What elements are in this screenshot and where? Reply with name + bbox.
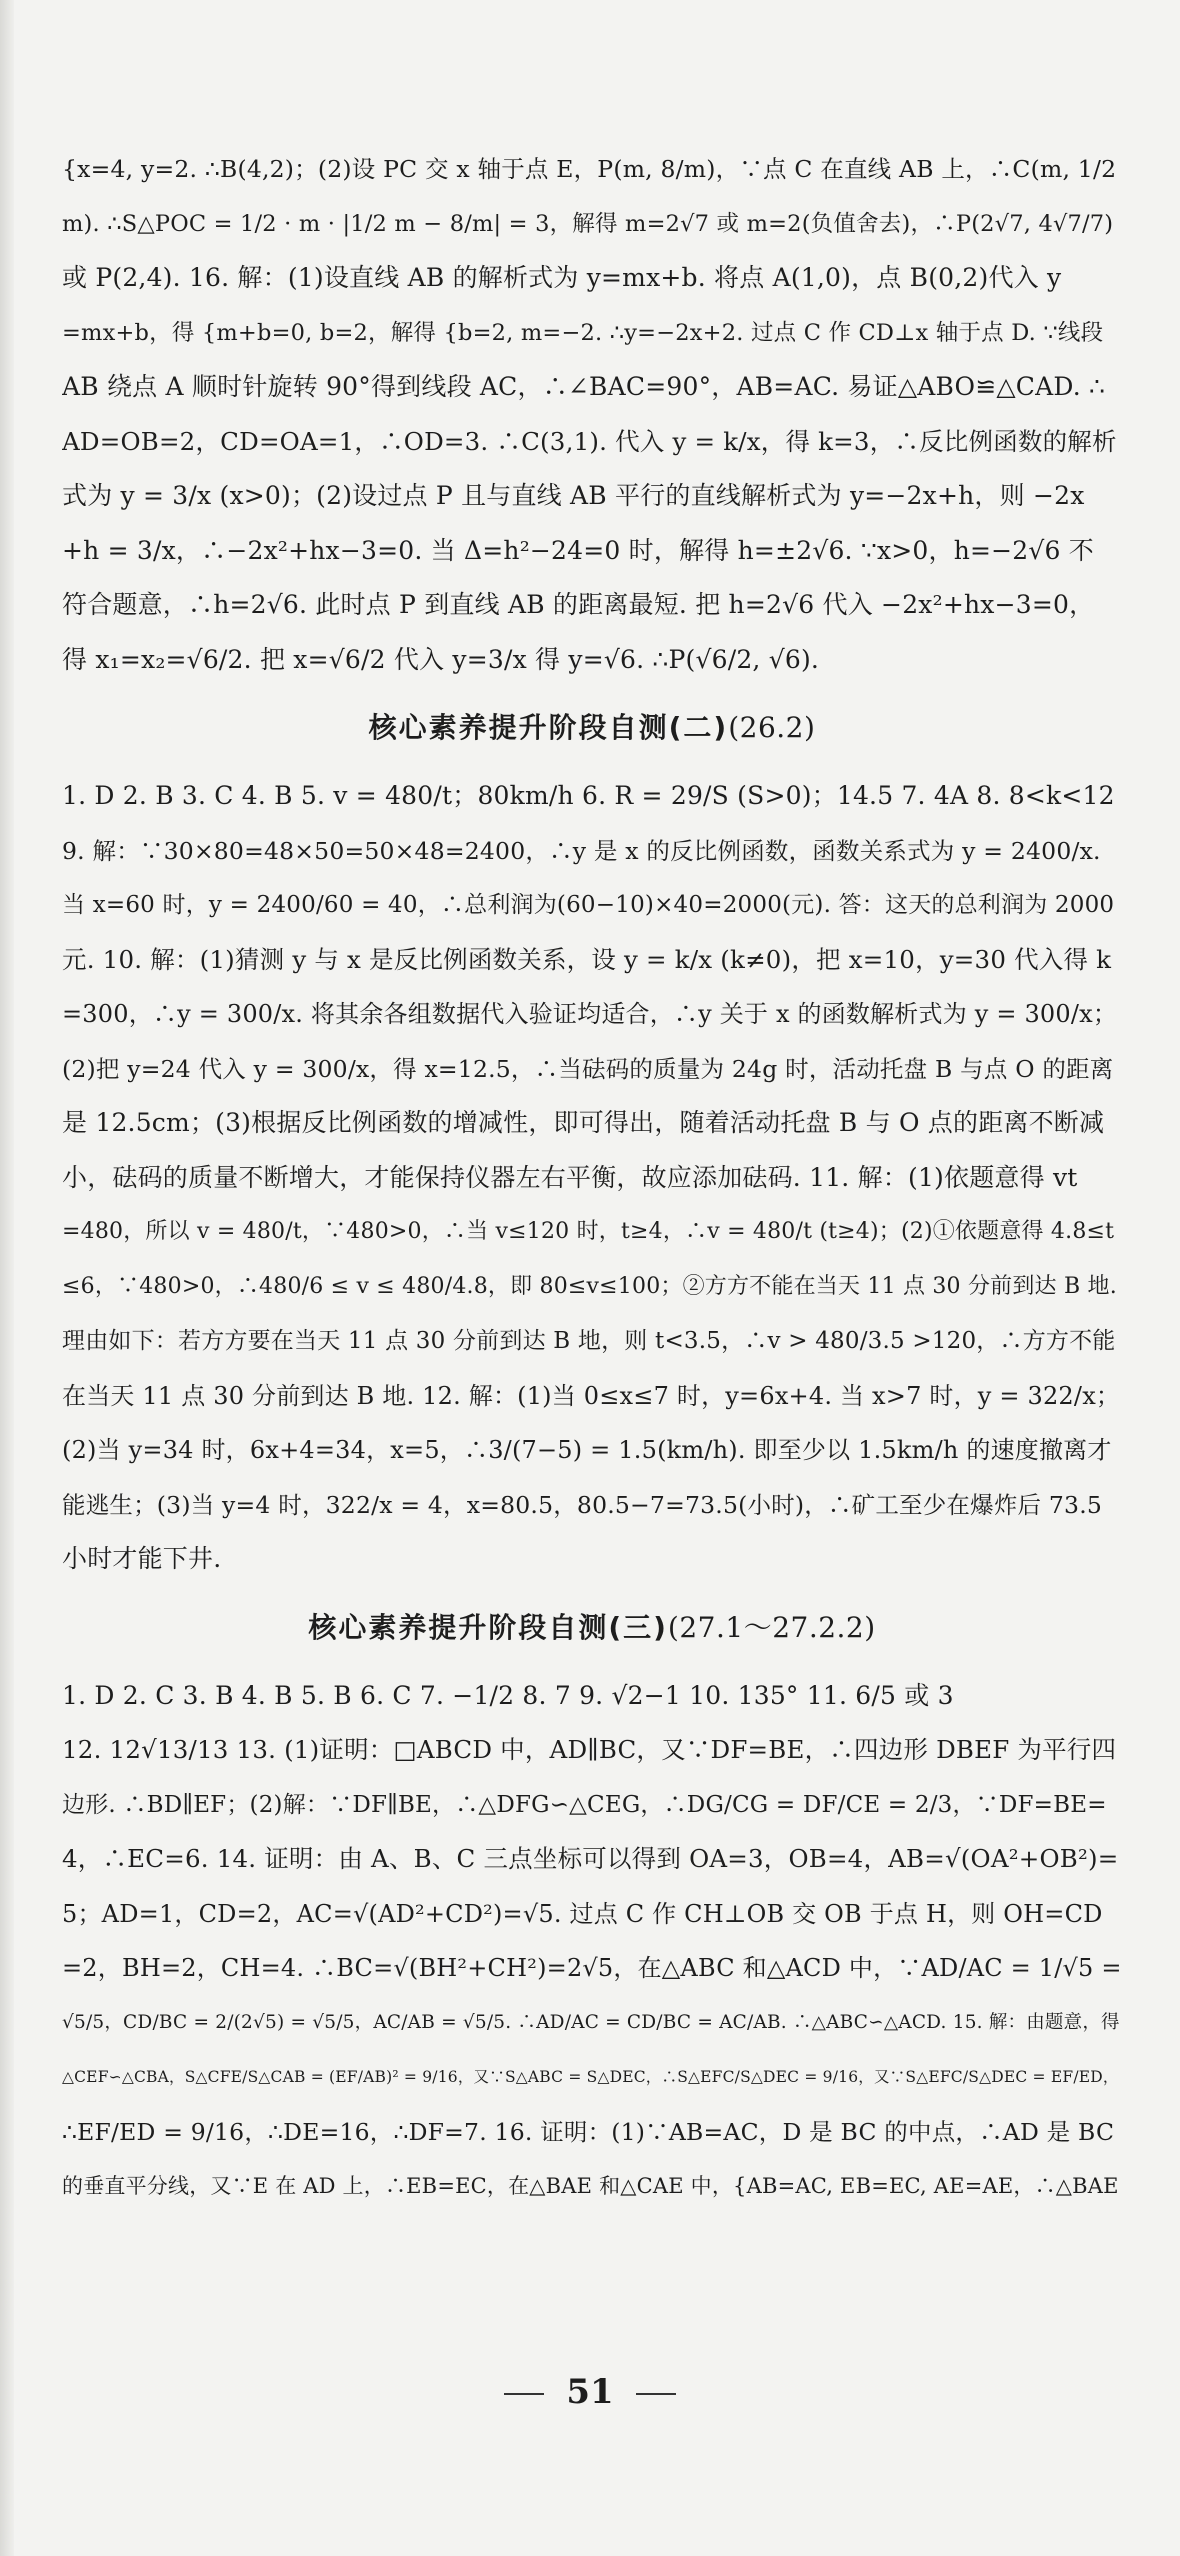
text-line: 在当天 11 点 30 分前到达 B 地. 12. 解：(1)当 0≤x≤7 时，y=6x+4. 当 x>7 时，y = 322/x； [62, 1381, 1121, 1410]
page-number [0, 2372, 1180, 2412]
text-line: 是 12.5cm；(3)根据反比例函数的增减性，即可得出，随着活动托盘 B 与 O 点的距离不断减 [62, 1108, 1105, 1137]
text-line: 小时才能下井. [62, 1544, 222, 1573]
text-line: (2)当 y=34 时，6x+4=34，x=5，∴3/(7−5) = 1.5(km/h). 即至少以 1.5km/h 的速度撤离才 [62, 1436, 1112, 1464]
text-line: =480，所以 v = 480/t，∵480>0，∴当 v≤120 时，t≥4，∴v = 480/t (t≥4)；(2)①依题意得 4.8≤t [62, 1219, 1115, 1244]
page-number-dash-right [636, 2393, 676, 2395]
text-line: 能逃生；(3)当 y=4 时，322/x = 4，x=80.5，80.5−7=73.5(小时)，∴矿工至少在爆炸后 73.5 [62, 1490, 1103, 1519]
section-heading-3 [62, 1593, 1122, 1663]
answer-block-1 [62, 142, 1122, 687]
text-line: △CEF∽△CBA，S△CFE/S△CAB = (EF/AB)² = 9/16，又∵S△ABC = S△DEC，∴S△EFC/S△DEC = 9/16，又∵S△EFC/S△DEC = EF/ED， [62, 2068, 1119, 2086]
text-line: ∴EF/ED = 9/16，∴DE=16，∴DF=7. 16. 证明：(1)∵AB=AC，D 是 BC 的中点，∴AD 是 BC [62, 2117, 1115, 2146]
text-line: 理由如下：若方方要在当天 11 点 30 分前到达 B 地，则 t<3.5，∴v > 480/3.5 >120，∴方方不能 [62, 1328, 1116, 1354]
text-line: ≤6，∵480>0，∴480/6 ≤ v ≤ 480/4.8，即 80≤v≤100；②方方不能在当天 11 点 30 分前到达 B 地. [62, 1273, 1117, 1299]
text-line: +h = 3/x，∴−2x²+hx−3=0. 当 Δ=h²−24=0 时，解得 h=±2√6. ∵x>0，h=−2√6 不 [62, 535, 1094, 565]
text-line: =2，BH=2，CH=4. ∴BC=√(BH²+CH²)=2√5，在△ABC 和△ACD 中，∵AD/AC = 1/√5 = [62, 1954, 1122, 1982]
text-line: =300，∴y = 300/x. 将其余各组数据代入验证均适合，∴y 关于 x 的函数解析式为 y = 300/x； [62, 1000, 1118, 1028]
text-line: m). ∴S△POC = 1/2 · m · |1/2 m − 8/m| = 3，解得 m=2√7 或 m=2(负值舍去)，∴P(2√7, 4√7/7) [62, 210, 1114, 237]
text-line: 4，∴EC=6. 14. 证明：由 A、B、C 三点坐标可以得到 OA=3，OB=4，AB=√(OA²+OB²)= [62, 1844, 1119, 1873]
text-line: AB 绕点 A 顺时针旋转 90°得到线段 AC，∴∠BAC=90°，AB=AC. 易证△ABO≌△CAD. ∴ [62, 372, 1106, 401]
text-line: {x=4, y=2. ∴B(4,2)；(2)设 PC 交 x 轴于点 E，P(m, 8/m)，∵点 C 在直线 AB 上，∴C(m, 1/2 [62, 155, 1117, 183]
text-line: √5/5，CD/BC = 2/(2√5) = √5/5，AC/AB = √5/5. ∴AD/AC = CD/BC = AC/AB. ∴△ABC∽△ACD. 15. 解：由题意，得 [62, 2011, 1120, 2033]
text-line: 符合题意，∴h=2√6. 此时点 P 到直线 AB 的距离最短. 把 h=2√6 代入 −2x²+hx−3=0， [62, 590, 1095, 619]
answer-content [62, 142, 1122, 2214]
text-line: =mx+b，得 {m+b=0, b=2，解得 {b=2, m=−2. ∴y=−2x+2. 过点 C 作 CD⊥x 轴于点 D. ∵线段 [62, 319, 1104, 346]
binding-margin [0, 0, 14, 2556]
text-line: 1. D 2. B 3. C 4. B 5. v = 480/t；80km/h 6. R = 29/S (S>0)；14.5 7. 4A 8. 8<k<12 [62, 781, 1115, 810]
page-number-dash-left [504, 2393, 544, 2395]
text-line: 5；AD=1，CD=2，AC=√(AD²+CD²)=√5. 过点 C 作 CH⊥OB 交 OB 于点 H，则 OH=CD [62, 1899, 1103, 1928]
text-line: 式为 y = 3/x (x>0)；(2)设过点 P 且与直线 AB 平行的直线解析式为 y=−2x+h，则 −2x [62, 481, 1085, 510]
text-line: 元. 10. 解：(1)猜测 y 与 x 是反比例函数关系，设 y = k/x (k≠0)，把 x=10，y=30 代入得 k [62, 944, 1112, 974]
text-line: 小，砝码的质量不断增大，才能保持仪器左右平衡，故应添加砝码. 11. 解：(1)依题意得 vt [62, 1162, 1078, 1192]
text-line: 12. 12√13/13 13. (1)证明：□ABCD 中，AD∥BC，又∵DF=BE，∴四边形 DBEF 为平行四 [62, 1735, 1117, 1764]
text-line: 1. D 2. C 3. B 4. B 5. B 6. C 7. −1/2 8. 7 9. √2−1 10. 135° 11. 6/5 或 3 [62, 1680, 954, 1710]
text-line: 当 x=60 时，y = 2400/60 = 40，∴总利润为(60−10)×40=2000(元). 答：这天的总利润为 2000 [62, 892, 1115, 918]
text-line: 得 x₁=x₂=√6/2. 把 x=√6/2 代入 y=3/x 得 y=√6. ∴P(√6/2, √6). [62, 644, 820, 674]
answer-block-2 [62, 769, 1122, 1587]
page-number-text: 51 [566, 2372, 614, 2412]
section-title: 核心素养提升阶段自测(二) [368, 711, 729, 744]
answer-block-3 [62, 1669, 1122, 2214]
text-line: AD=OB=2，CD=OA=1，∴OD=3. ∴C(3,1). 代入 y = k/x，得 k=3，∴反比例函数的解析 [62, 426, 1117, 456]
text-line: 或 P(2,4). 16. 解：(1)设直线 AB 的解析式为 y=mx+b. 将点 A(1,0)，点 B(0,2)代入 y [62, 263, 1062, 292]
section-title: 核心素养提升阶段自测(三) [308, 1610, 668, 1644]
text-line: (2)把 y=24 代入 y = 300/x，得 x=12.5，∴当砝码的质量为 24g 时，活动托盘 B 与点 O 的距离 [62, 1054, 1114, 1083]
text-line: 9. 解：∵30×80=48×50=50×48=2400，∴y 是 x 的反比例函数，函数关系式为 y = 2400/x. [62, 836, 1101, 865]
text-line: 的垂直平分线，又∵E 在 AD 上，∴EB=EC，在△BAE 和△CAE 中，{AB=AC, EB=EC, AE=AE，∴△BAE [62, 2174, 1119, 2198]
section-range: (26.2) [728, 711, 816, 744]
text-line: 边形. ∴BD∥EF；(2)解：∵DF∥BE，∴△DFG∽△CEG，∴DG/CG = DF/CE = 2/3，∵DF=BE= [62, 1791, 1107, 1818]
section-range: (27.1～27.2.2) [667, 1610, 876, 1644]
section-heading-2 [62, 693, 1122, 763]
